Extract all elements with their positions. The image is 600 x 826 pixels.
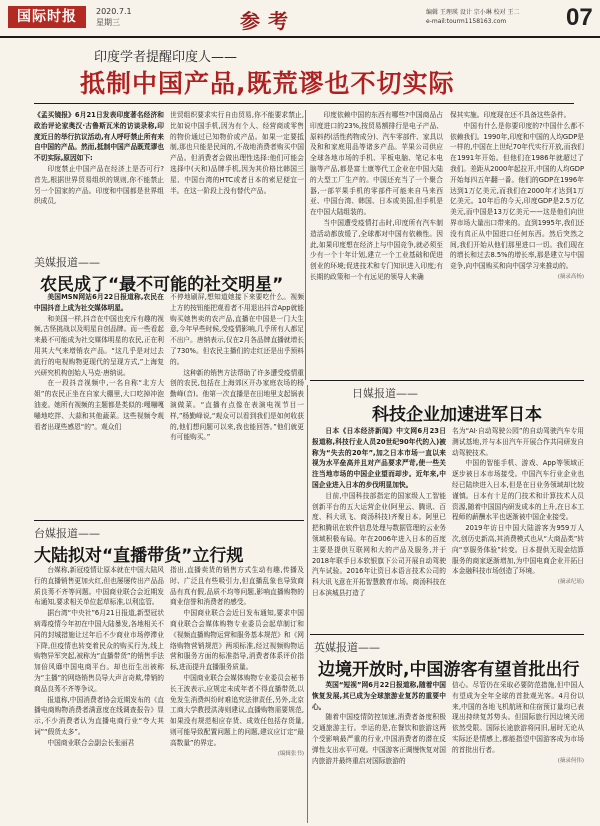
publication-weekday: 星期三 xyxy=(96,18,120,27)
lead-paragraph: 印度禁止中国产品在经济上是否可行?首先,根据世界贸易组织的规则,你不能禁止另一个国家的产品。印度和中国都是世界组织成员, xyxy=(34,164,164,206)
lead-paragraph: 中国有什么是你要印度的?中国什么都不依赖我们。1990年,印度和中国的人均GDP是一样的,中国在上世纪70年代实行开放,而我们在1991年开始。但他们在1986年就超过了我们。差距从2000年起拉开,中国的人均GDP开始每四五年翻一番。他们的GDP在1996年达到1万亿美元,而我们在2000年才达到1万亿美元。10年后的今天,印度GDP是2.5万亿美元,而中国是13万亿美元——这是他们向世界市场大量出口带来的。直到1995年,我们还没有真正从中国进口任何东西。然后突然之间,我们开始从他们那里进口一切。我们现在的增长和过去8.5%的增长率,那是建立与中国竞争,向中国购买和向中国学习来推动的。 xyxy=(450,121,584,271)
uk-headline: 边境开放时,中国游客有望首批出行 xyxy=(318,660,580,680)
lead-divider xyxy=(34,103,574,104)
tw-paragraph: 中国商业联合会近日发布通知,要求中国商业联合会媒体购物专业委员会起草制订和《视频直播购物运营和服务基本规范》和《网络购物营销规范》两项标准,经过视频购物运营和服务方面的标准指导,消费者体系评价指标,进而提升直播服务质量。 xyxy=(170,609,304,672)
staff-credits xyxy=(426,8,560,26)
us-column-2 xyxy=(170,292,304,516)
lead-headline: 抵制中国产品,既荒谬也不切实际 xyxy=(80,69,455,98)
us-headline: 农民成了“最不可能的社交明星” xyxy=(40,275,284,295)
lead-column-3 xyxy=(310,110,443,372)
lead-paragraph: 保其实施。印度现在还不具备这些条件。 xyxy=(450,111,571,119)
tw-paragraph: 据台湾“中央社”6月21日报道,新型冠状病毒疫情今年初在中国大陆暴发,各地相关不同的封城措施让过年后不少商业市场停滞业下降,但疫情也转变着民众的购买行为,线上购物异军突起,被称为“直播带货”的销售手法加倍风靡中国电商平台。却也衍生出被称为“主播”的网络销售员导大声言奇欺,带销的商品良莠不齐等争议。 xyxy=(34,609,164,693)
lead-paragraph: 世贸组织要求实行自由贸易,你不能要求禁止,比如说中国手机,因为有个人、经营商或零售的物价通过已知物价或产品。如果一定要抵制,那也只能是民间的,不战地消费者购买中国产品。但消费者会做出理性选择:他们可能会选择中(天和)品牌手机,因为其价格比韩国三星、中国台湾的HTC或者日本的索尼便宜一半。在这一阶段上没有替代产品。 xyxy=(170,111,304,195)
page-number: 07 xyxy=(566,4,593,31)
us-paragraph: 不停地刷屏,想知道她接下来要吃什么。视频上方的按钮能把观看者不用退出抖音App就能购买她售卖的农产品,直播在中国是一门大生意,今年早些时候,受疫情影响,几乎所有人都足不出户。唐纳表示,仅在2月各品牌直播就增长了730%。但农民主播们的走红还是出乎预料的。 xyxy=(170,293,304,366)
uk-paragraph: 信心。尽管仍在采取必要防范措施,但中国人有望成为全年全球的首批观光客。4月份以来,中国的各地飞机航班和住宿预订量均已表现出持续复苏势头。但国际旅行因边境关闭依然受限。国际长途旅游将同旧,届时无论从实际还是情感上,都能指望中国游客成为市场的首批出行者。 xyxy=(452,681,584,754)
uk-paragraph: 英国“短视”网6月22日报道称,随着中国恢复发展,其已成为全球旅游业复苏的重要中心。 xyxy=(312,681,446,711)
lead-column-4 xyxy=(450,110,584,378)
masthead xyxy=(0,0,600,38)
publication-date: 2020.7.1 xyxy=(96,7,132,16)
lead-paragraph: 《孟买镜报》6月21日发表印度著名经济和政治评论家奥汉·古鲁斯瓦米的访谈录称,印度近日的举行抗议活动,有人呼吁禁止所有来自中国的产品。然而,抵制中国产品既荒谬也不切实际,原因如下: xyxy=(34,111,164,163)
us-paragraph: 这种新的销售方法帮助了许多遭受疫情重创的农民,包括在上海郊区开办家庭农场的杨勤峰(音)。他第一次直播是在田地里支起锅表演做菜。“直播有点像在表演电视节目一样,”杨勤峰说,“观众可以看到我们是如何收获的,他们想问题可以来,我也能回答。”他们就更有可能购买。” xyxy=(170,368,304,442)
tw-headline: 大陆拟对“直播带货”立行规 xyxy=(34,546,244,566)
lead-column-1 xyxy=(34,110,164,250)
lead-kicker: 印度学者提醒印度人—— xyxy=(94,50,238,65)
staff-email: e-mail:tourm1158163.com xyxy=(426,18,507,25)
tw-kicker: 台媒报道—— xyxy=(34,527,100,540)
uk-kicker: 英媒报道—— xyxy=(314,641,380,654)
uk-paragraph: 随着中国疫情防控加速,消费者备度积极交通旅游主行。幸运的是,在餐饮和旅游这两个受影响最严重的行业,中国消费者的潜在反弹性支出水平可观。中国游客正调慢恢复对国内旅游并最终重启对国际旅游的 xyxy=(312,713,446,765)
tw-paragraph: 台媒称,新冠疫情让原本就在中国大陆风行的直播销售更加火红,但也屡屡传出产品品质良莠不齐等问题。中国商业联合会近期发布通知,要求相关单位起草标准,以利监管。 xyxy=(34,566,164,607)
section-title: 参考 xyxy=(240,9,296,33)
jp-column-1 xyxy=(312,426,446,630)
uk-column-2 xyxy=(452,680,584,823)
section-divider xyxy=(34,520,304,521)
jp-paragraph: 名为“AI·自动驾驶公园”的自动驾驶汽车专用测试基地,并与本田汽车开展合作共同研发自动驾驶技术。 xyxy=(452,427,584,457)
jp-paragraph: 日本《日本经济新闻》中文网6月23日报道称,科技行业人员20世纪90年代的入)被称为“失去的20年”,加之日本市场一直以来视为水平垒高并且对产品要求严苛,使一些关注当地市场的中国企业望而却步。近年来,中国企业进入日本的步伐明显加快。 xyxy=(312,427,446,489)
uk-column-1 xyxy=(312,680,446,823)
jp-source-note: (摘录纪瑶) xyxy=(557,579,584,586)
us-paragraph: 和美国一样,抖音在中国也充斥有趣的视频,古怪挑战以及明星自创品牌。而一些看起来最不可能成为社交媒体明星的农民,正在利用其大气来增销农产品。“这几乎是对过去流行的电视购物更现代的呈现方式,”上海复兴研究机构创始人马克·唐纳说。 xyxy=(34,314,164,377)
tw-paragraph: 中国商业联合会副会长张丽君 xyxy=(47,738,135,747)
tw-column-1 xyxy=(34,565,164,823)
tw-source-note: (编辑张书) xyxy=(277,750,304,757)
lead-paragraph: 当中国遭受疫情打击时,印度所有汽车制造活动都放缓了,全球都对中国有依赖性。因此,如果印度想在经济上与中国竞争,就必须至少有一个十年计划,建立一个工业基础和促进创业的环境;促进技术和专门知识进入印度;有长期的政策和一个有远见的领导人来确 xyxy=(310,218,443,281)
jp-headline: 科技企业加速进军日本 xyxy=(372,405,542,425)
lead-paragraph: 印度依赖中国的东西有哪些?中国商品占印度进口的23%,按贸易额排行是电子产品、原料药(活性药物成分)、汽车零部件、家具以及和和家庭用品等诸多产品。苹果公司供应全球各地市场的手机、平板电脑、笔记本电脑等产品,都是富士康等代工企业在中国大陆的大型工厂生产的。中国还充当了一个聚合器,一部苹果手机的零部件可能来自马来西亚、中国台湾、韩国、日本或美国,但手机是在中国大陆组装的。 xyxy=(310,111,443,217)
jp-kicker: 日媒报道—— xyxy=(352,387,418,400)
us-kicker: 美媒报道—— xyxy=(34,256,100,269)
section-divider xyxy=(310,380,584,381)
lead-column-2 xyxy=(170,110,304,250)
publication-date-block xyxy=(96,6,132,28)
uk-source-note: (摘录何伟) xyxy=(557,757,584,764)
newspaper-logo: 国际时报 xyxy=(8,6,86,28)
staff-editors: 编辑 王理瑛 设计 宗小琳 校对 王二 xyxy=(426,9,520,16)
lead-source-note: (摘录高杨) xyxy=(557,273,584,280)
tw-paragraph: 报道称,中国消费者协会近期发布的《直播电商购物消费者满意度在线调查报告》显示,不少消费者认为直播电商行业“夸大其词”“假货太多”。 xyxy=(34,695,164,736)
jp-paragraph: 2019年访日中国大陆游客为959万人次,创历史新高,其消费模式也从“大商品类”转向“享服务体验”转变。日本提供无现金结算服务的商家逐渐增加,为中国电商企业开拓日本金融科技市场创造了环境。 xyxy=(452,524,584,576)
column-divider xyxy=(307,385,308,823)
us-column-1 xyxy=(34,292,164,516)
column-divider xyxy=(305,110,306,380)
us-paragraph: 美国MSN网站6月22日报道称,农民在中国抖音上成为社交媒体明星。 xyxy=(34,293,164,312)
tw-paragraph: 指出,直播卖货的销售方式生动有趣,传播及时、广泛且有些吸引力,但直播乱象也导致商品有真有假,品质不均等问题,影响直播购物的商业信誉和消费者的感受。 xyxy=(170,566,304,607)
us-paragraph: 在一段抖音视频中,一名自称“北方大姐”的农民正坐在自家大棚里,大口吃掉冲泡油麦。她所有视频的主题都是类似的:嘎嘣嘎嘣地吃拌、大蒜和其他蔬菜。这些视频令观看者出现些感恩“的”。观众们 xyxy=(34,379,164,431)
tw-paragraph: 中国商业联合会媒体购物专业委员会秘书长王波表示,应规定未成年者不得直播带货,以免发生消费纠纷时难追究法律责任,另外,北京工商大学教授洪涛则建议,直播购物需要规范,如果没有规范相应存货、成效任包括存货量,则可能导致配置问题上的问题,建议应订定“最高数量”的界定。 xyxy=(170,673,304,747)
section-divider xyxy=(310,634,584,635)
jp-paragraph: 目前,中国科技部指定的国家级人工智能创新平台的五大运营企业(阿里云、腾讯、百度、科大讯飞、商汤科技)齐聚日本。阿里已把和腾讯在软件信息处理与数据管理的云业务领域积极布局。年在2006年进入日本的百度主要是提供互联网和大的产品及服务,并于2018年联手日本软银旗下公司开展自动驾驶汽车试验。2016年让资日本语言技术公司的科大讯飞意在开拓智慧教育市场。商汤科技在日本滨城县打造了 xyxy=(312,491,446,597)
jp-paragraph: 中国的智能手机、游戏、App等领域正逐步被日本市场接受。中国汽车行业企业也经已陆续进入日本,但是在日业务领域却比较谨慎。日本有十足的门技术和计算技术人员资源,随着中国国内研发成本的上升,在日本工程师的薪酬水平也逐渐被中国企业接受。 xyxy=(452,459,584,522)
tw-column-2 xyxy=(170,565,304,823)
jp-column-2 xyxy=(452,426,584,630)
